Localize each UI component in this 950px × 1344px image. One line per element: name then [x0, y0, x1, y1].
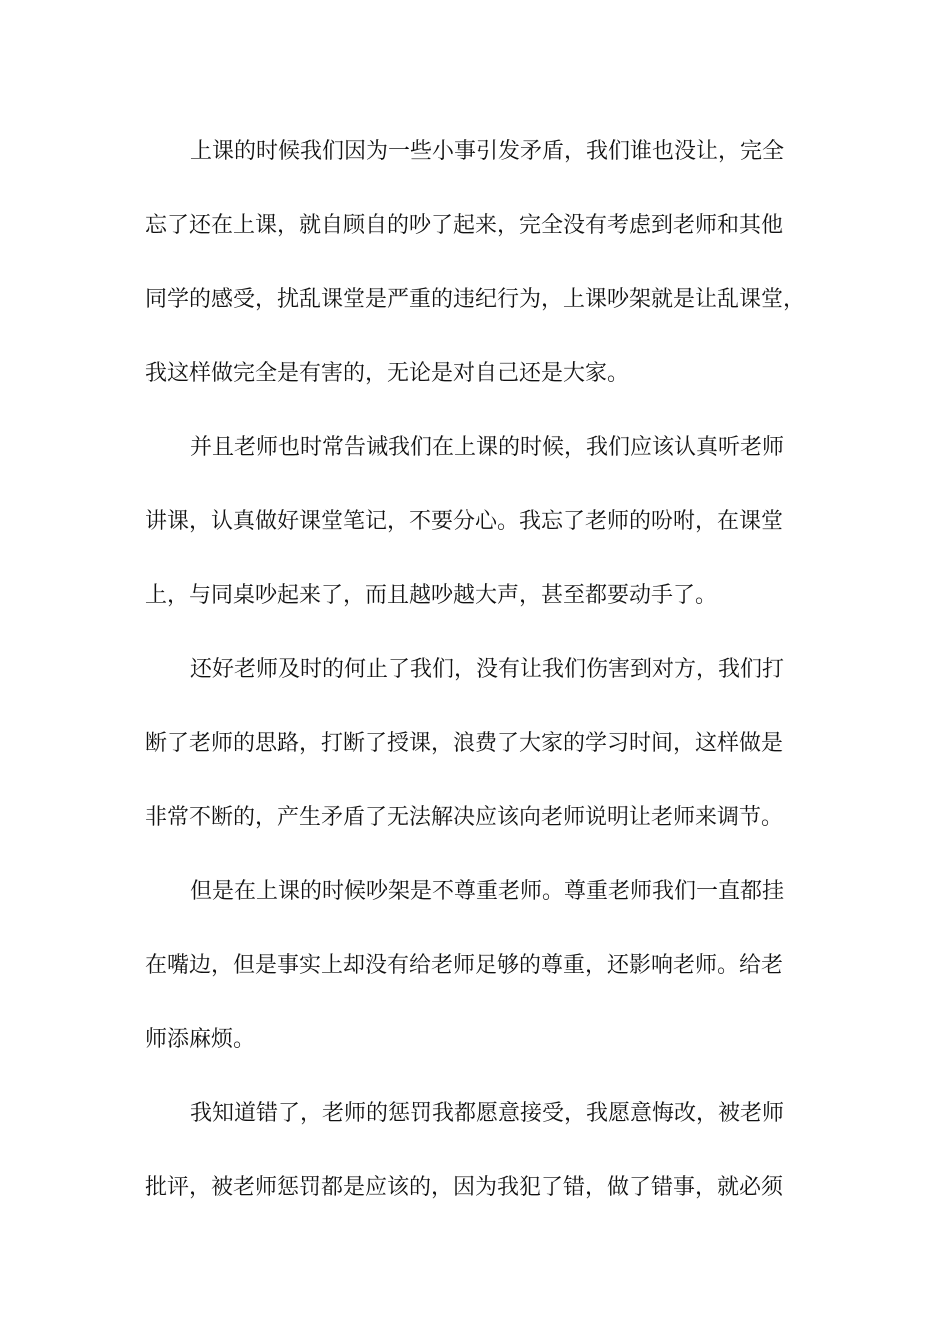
- paragraph-1-line-4: 我这样做完全是有害的，无论是对自己还是大家。: [145, 361, 630, 386]
- paragraph-5-line-2: 批评，被老师惩罚都是应该的，因为我犯了错，做了错事，就必须: [145, 1175, 784, 1200]
- paragraph-4-line-3: 师添麻烦。: [145, 1027, 256, 1052]
- paragraph-1-line-3: 同学的感受，扰乱课堂是严重的违纪行为，上课吵架就是让乱课堂，: [145, 287, 806, 312]
- paragraph-4-line-1: 但是在上课的时候吵架是不尊重老师。尊重老师我们一直都挂: [190, 879, 785, 904]
- paragraph-2-line-2: 讲课，认真做好课堂笔记，不要分心。我忘了老师的吩咐，在课堂: [145, 509, 784, 534]
- paragraph-1-line-1: 上课的时候我们因为一些小事引发矛盾，我们谁也没让，完全: [190, 139, 785, 164]
- paragraph-3-line-1: 还好老师及时的何止了我们，没有让我们伤害到对方，我们打: [190, 657, 785, 682]
- paragraph-2-line-1: 并且老师也时常告诫我们在上课的时候，我们应该认真听老师: [190, 435, 785, 460]
- paragraph-3-line-2: 断了老师的思路，打断了授课，浪费了大家的学习时间，这样做是: [145, 731, 784, 756]
- paragraph-4-line-2: 在嘴边，但是事实上却没有给老师足够的尊重，还影响老师。给老: [145, 953, 784, 978]
- paragraph-3-line-3: 非常不断的，产生矛盾了无法解决应该向老师说明让老师来调节。: [145, 805, 784, 830]
- paragraph-5-line-1: 我知道错了，老师的惩罚我都愿意接受，我愿意悔改，被老师: [190, 1101, 785, 1126]
- paragraph-1-line-2: 忘了还在上课，就自顾自的吵了起来，完全没有考虑到老师和其他: [145, 213, 784, 238]
- paragraph-2-line-3: 上，与同桌吵起来了，而且越吵越大声，甚至都要动手了。: [145, 583, 718, 608]
